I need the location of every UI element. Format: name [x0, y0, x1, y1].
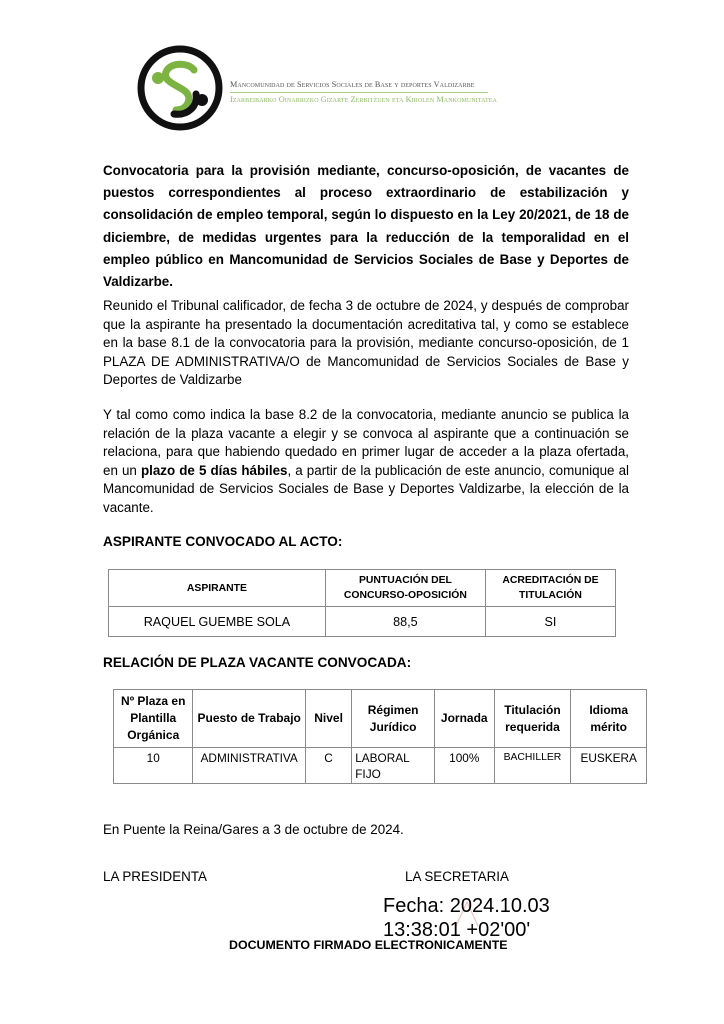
column-header: ACREDITACIÓN DE TITULACIÓN: [485, 570, 615, 607]
table-cell: LABORAL FIJO: [352, 748, 435, 784]
table-header-row: [109, 570, 616, 607]
column-header: Nº Plaza en Plantilla Orgánica: [114, 690, 193, 748]
column-header: ASPIRANTE: [109, 570, 326, 607]
table-cell: SI: [485, 607, 615, 637]
signed-notice: DOCUMENTO FIRMADO ELECTRONICAMENTE: [229, 938, 508, 952]
paragraph-convocatoria: [103, 406, 629, 518]
organization-name-eu: Izarbeibarko Oinarrizko Gizarte Zerbitzuen eta Kirolen Mankomunitatea: [230, 95, 497, 104]
table-cell: EUSKERA: [571, 748, 647, 784]
paragraph-tribunal: Reunido el Tribunal calificador, de fecha 3 de octubre de 2024, y después de comprobar que la aspirante ha presentado la documentación acreditativa tal, y como se establece en la base 8.1 de la convocatoria para la provisión, mediante concurso-oposición, de 1 PLAZA DE ADMINISTRATIVA/O de Mancomunidad de Servicios Sociales de Base y Deportes de Valdizarbe: [103, 298, 629, 388]
organization-name: [230, 80, 497, 104]
logo-divider: [230, 92, 488, 93]
table-cell: BACHILLER: [494, 748, 571, 784]
signature-date: Fecha: 2024.10.03: [383, 895, 550, 917]
column-header: Puesto de Trabajo: [193, 690, 305, 748]
table-cell: 100%: [435, 748, 495, 784]
column-header: Titulación requerida: [494, 690, 571, 748]
deadline-text: plazo de 5 días hábiles: [140, 462, 288, 478]
organization-name-es: Mancomunidad de Servicios Sociales de Base y deportes Valdizarbe: [230, 80, 475, 89]
place-date: En Puente la Reina/Gares a 3 de octubre de 2024.: [103, 822, 404, 837]
document-title: Convocatoria para la provisión mediante, concurso-oposición, de vacantes de puestos correspondientes al proceso extraordinario de estabilización y consolidación de empleo temporal, según lo dispuesto en la Ley 20/2021, de 18 de diciembre, de medidas urgentes para la reducción de la temporalidad en el empleo público en Mancomunidad de Servicios Sociales de Base y Deportes de Valdizarbe.: [103, 163, 629, 290]
table-cell: RAQUEL GUEMBE SOLA: [109, 607, 326, 637]
aspirante-table: [108, 569, 616, 637]
table-row: [109, 607, 616, 637]
signer-presidenta: LA PRESIDENTA: [103, 869, 207, 884]
table-cell: 10: [114, 748, 193, 784]
table-cell: C: [305, 748, 351, 784]
signer-secretaria: LA SECRETARIA: [405, 869, 509, 884]
paragraph-text: Y tal como como indica la base 8.2 de la convocatoria, mediante anuncio se publica la relación de la plaza vacante a elegir y se convoca al aspirante que a continuación se relaciona, para que habiendo quedado en primer lugar de acceder a la plaza ofertada, en un: [103, 407, 629, 478]
aspirante-heading: ASPIRANTE CONVOCADO AL ACTO:: [103, 534, 343, 549]
plaza-heading: RELACIÓN DE PLAZA VACANTE CONVOCADA:: [103, 655, 412, 670]
column-header: Jornada: [435, 690, 495, 748]
table-cell: 88,5: [325, 607, 485, 637]
plaza-table: [113, 689, 647, 784]
column-header: PUNTUACIÓN DEL CONCURSO-OPOSICIÓN: [325, 570, 485, 607]
table-row: [114, 748, 647, 784]
table-cell: ADMINISTRATIVA: [193, 748, 305, 784]
column-header: Régimen Jurídico: [352, 690, 435, 748]
column-header: Idioma mérito: [571, 690, 647, 748]
table-header-row: [114, 690, 647, 748]
mancomunidad-logo-icon: [136, 44, 224, 132]
signature-time: 13:38:01 +02'00': [383, 919, 531, 941]
paragraph-text: , a partir de la publicación de este anuncio, comunique al Mancomunidad de Servicios Sociales de Base y Deportes Valdizarbe, la elección de la vacante.: [103, 462, 629, 515]
column-header: Nivel: [305, 690, 351, 748]
